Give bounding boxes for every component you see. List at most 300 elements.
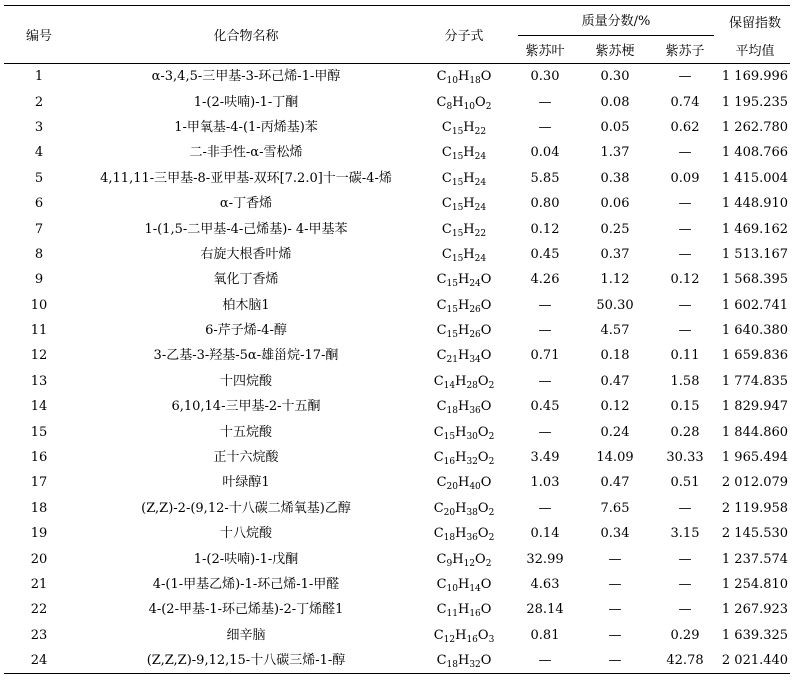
formula-element: O: [480, 69, 492, 85]
cell-stem: 0.25: [600, 221, 630, 237]
cell-seed: —: [678, 221, 692, 237]
cell-leaf: 32.99: [526, 551, 564, 567]
cell-stem: —: [608, 577, 622, 592]
cell-id: 3: [34, 119, 44, 135]
cell-id: 13: [30, 373, 48, 389]
table-row: [4, 648, 790, 674]
cell-stem: 0.47: [600, 475, 630, 491]
cell-stem: 0.47: [600, 373, 630, 389]
formula-element: H: [457, 399, 470, 415]
formula-element: C: [441, 170, 452, 186]
cell-seed: 0.12: [670, 272, 700, 288]
formula-subscript: 28: [466, 380, 478, 391]
cell-id: 6: [34, 196, 44, 212]
formula-element: H: [463, 119, 475, 135]
cell-ri: 1 169.996: [721, 69, 789, 85]
cell-ri: 1 262.780: [721, 119, 789, 135]
formula-subscript: 36: [466, 533, 478, 544]
formula-element: O: [480, 297, 492, 313]
formula-subscript: 18: [469, 76, 481, 87]
cell-name: 4-(1-甲基乙烯)-1-环己烯-1-甲醛: [152, 577, 340, 592]
cell-leaf: —: [538, 373, 552, 389]
cell-name: 柏木脑1: [222, 297, 270, 313]
cell-leaf: 0.71: [530, 348, 560, 364]
formula-element: H: [455, 627, 467, 643]
cell-leaf: —: [538, 297, 552, 313]
cell-stem: 4.57: [600, 323, 630, 339]
cell-seed: —: [678, 500, 692, 516]
cell-name: 4,11,11-三甲基-8-亚甲基-双环[7.2.0]十一碳-4-烯: [100, 170, 392, 186]
cell-ri: 2 119.958: [721, 500, 789, 516]
table-row: [4, 293, 790, 318]
formula-subscript: 32: [466, 457, 478, 468]
cell-stem: 0.37: [600, 246, 630, 262]
cell-leaf: —: [510, 648, 580, 674]
formula-element: O: [477, 627, 489, 643]
table-row: [4, 140, 790, 165]
cell-ri: 2 145.530: [721, 526, 789, 542]
cell-leaf: —: [538, 500, 552, 516]
cell-seed: 0.28: [670, 424, 700, 440]
cell-leaf: —: [538, 94, 552, 110]
formula-subscript: 16: [469, 609, 481, 620]
formula-element: H: [455, 373, 467, 389]
cell-stem: —: [580, 648, 650, 674]
cell-seed: —: [678, 69, 692, 85]
cell-seed: 0.15: [670, 399, 700, 415]
table-row: [4, 89, 790, 114]
table-row: [4, 572, 790, 597]
table-row: [4, 470, 790, 495]
cell-seed: —: [678, 323, 692, 339]
formula-element: C: [436, 577, 447, 592]
formula-subscript: 16: [466, 634, 478, 645]
formula-subscript: 26: [469, 330, 481, 341]
formula-element: O: [480, 348, 492, 364]
cell-formula: [418, 64, 510, 90]
formula-subscript: 15: [451, 152, 464, 163]
table-row: [4, 521, 790, 546]
cell-id: 19: [30, 526, 48, 542]
formula-subscript: 12: [443, 634, 456, 645]
cell-seed: 0.74: [670, 94, 700, 110]
cell-leaf: 0.81: [530, 627, 560, 643]
cell-stem: 0.12: [600, 399, 630, 415]
formula-subscript: 18: [446, 406, 458, 417]
header-stem: 紫苏梗: [580, 36, 650, 64]
cell-id: 12: [30, 348, 48, 364]
table-row: [4, 597, 790, 622]
cell-seed: —: [678, 602, 692, 618]
formula-subscript: 10: [446, 584, 458, 594]
cell-leaf: —: [538, 119, 552, 135]
formula-element: C: [433, 500, 444, 516]
cell-name: 十四烷酸: [219, 373, 272, 389]
cell-name: 氧化丁香烯: [213, 272, 279, 288]
formula-element: O: [477, 450, 489, 466]
cell-ri: 1 469.162: [721, 221, 789, 237]
formula-element: C: [433, 424, 444, 440]
formula-element: C: [441, 145, 452, 161]
header-ri-line1: 保留指数: [728, 15, 781, 31]
formula-element: C: [436, 602, 447, 618]
table-row: [4, 64, 790, 90]
cell-name: (Z,Z,Z)-9,12,15-十八碳三烯-1-醇: [74, 648, 418, 674]
formula-subscript: 15: [451, 177, 464, 188]
cell-ri: 1 568.395: [721, 272, 789, 288]
cell-ri: 1 844.860: [721, 424, 789, 440]
cell-name: 3-乙基-3-羟基-5α-雄甾烷-17-酮: [153, 348, 339, 364]
formula-element: O: [475, 551, 486, 567]
formula-element: C: [436, 399, 447, 415]
table-row: [4, 242, 790, 267]
formula-element: C: [441, 119, 452, 135]
formula-element: H: [457, 297, 470, 313]
cell-name: (Z,Z)-2-(9,12-十八碳二烯氧基)乙醇: [141, 500, 351, 516]
cell-formula: [418, 521, 510, 546]
formula-element: H: [457, 653, 470, 669]
cell-formula: [418, 419, 510, 444]
formula-subscript: 24: [474, 253, 487, 264]
cell-seed: 42.78: [650, 648, 720, 674]
cell-id: 14: [30, 399, 48, 415]
cell-stem: 0.08: [600, 94, 630, 110]
formula-element: H: [457, 323, 470, 339]
cell-formula: [418, 267, 510, 292]
cell-formula: [418, 191, 510, 216]
formula-subscript: 15: [451, 126, 464, 137]
cell-leaf: 0.80: [530, 196, 560, 212]
cell-stem: —: [608, 627, 622, 643]
table-row: [4, 394, 790, 419]
cell-stem: —: [608, 602, 622, 618]
cell-id: 20: [30, 551, 48, 567]
cell-id: 10: [30, 297, 48, 313]
formula-element: O: [480, 399, 492, 415]
cell-name: 1-甲氧基-4-(1-丙烯基)苯: [174, 119, 318, 135]
cell-ri: 1 254.810: [721, 577, 789, 592]
cell-name: 正十六烷酸: [213, 450, 279, 466]
formula-element: H: [457, 602, 470, 618]
cell-ri: 1 659.836: [721, 348, 789, 364]
formula-element: H: [457, 475, 470, 491]
formula-subscript: 36: [469, 406, 481, 417]
cell-leaf: 0.30: [530, 69, 560, 85]
formula-element: C: [436, 348, 447, 364]
formula-subscript: 14: [469, 584, 481, 594]
formula-subscript: 18: [443, 533, 456, 544]
table-row: [4, 546, 790, 571]
formula-subscript: 20: [446, 482, 458, 493]
cell-seed: —: [678, 246, 692, 262]
cell-seed: —: [678, 297, 692, 313]
formula-subscript: 22: [474, 126, 487, 137]
cell-formula: [418, 369, 510, 394]
cell-name: 二-非手性-α-雪松烯: [189, 145, 303, 161]
cell-stem: 14.09: [596, 450, 634, 466]
table-row: [4, 267, 790, 292]
formula-subscript: 8: [446, 101, 453, 112]
formula-element: C: [441, 221, 452, 237]
formula-element: O: [477, 373, 489, 389]
cell-stem: 0.06: [600, 196, 630, 212]
header-ri-line2: 平均值: [720, 36, 790, 64]
cell-id: 4: [34, 145, 44, 161]
cell-seed: 1.58: [670, 373, 700, 389]
formula-element: C: [436, 653, 447, 669]
formula-subscript: 40: [469, 482, 481, 493]
table-row: [4, 343, 790, 368]
cell-stem: 0.24: [600, 424, 630, 440]
table-row: [4, 318, 790, 343]
cell-stem: 7.65: [600, 500, 630, 516]
cell-id: 9: [34, 272, 44, 288]
cell-ri: 2 021.440: [720, 648, 790, 674]
cell-ri: 1 513.167: [721, 246, 789, 262]
formula-subscript: 15: [446, 279, 458, 290]
cell-formula: [418, 445, 510, 470]
table-row: [4, 496, 790, 521]
cell-ri: 1 415.004: [721, 170, 789, 186]
cell-id: 17: [30, 475, 48, 491]
cell-seed: 0.29: [670, 627, 700, 643]
table-row: [4, 369, 790, 394]
formula-element: C: [433, 627, 444, 643]
cell-leaf: 0.45: [530, 399, 560, 415]
cell-id: 7: [34, 221, 44, 237]
cell-formula: [418, 394, 510, 419]
formula-element: C: [433, 373, 444, 389]
cell-formula: [418, 140, 510, 165]
cell-leaf: —: [538, 424, 552, 440]
cell-leaf: 4.26: [530, 272, 560, 288]
formula-subscript: 24: [474, 177, 487, 188]
cell-ri: 1 774.835: [721, 373, 789, 389]
cell-seed: 0.11: [670, 348, 700, 364]
cell-formula: [418, 318, 510, 343]
formula-subscript: 11: [446, 609, 458, 620]
cell-id: 24: [4, 648, 74, 674]
cell-stem: 0.05: [600, 119, 630, 135]
formula-element: C: [433, 450, 444, 466]
formula-subscript: 34: [469, 355, 481, 366]
cell-formula: [418, 572, 510, 597]
formula-subscript: 15: [446, 304, 458, 315]
formula-subscript: 14: [443, 380, 456, 391]
cell-leaf: 0.14: [530, 526, 560, 542]
table-row: [4, 445, 790, 470]
header-mass-fraction: [510, 6, 720, 37]
cell-stem: —: [608, 551, 622, 567]
cell-id: 18: [30, 500, 48, 516]
header-mass-fraction-label: 质量分数/%: [518, 6, 714, 36]
formula-element: H: [457, 348, 470, 364]
formula-element: O: [475, 94, 486, 110]
formula-subscript: 24: [474, 152, 487, 163]
cell-leaf: 0.45: [530, 246, 560, 262]
formula-subscript: 21: [446, 355, 458, 366]
table-row: [4, 115, 790, 140]
formula-element: C: [441, 246, 452, 262]
table-row: [4, 166, 790, 191]
cell-leaf: —: [538, 323, 552, 339]
cell-seed: 30.33: [666, 450, 704, 466]
cell-name: 十五烷酸: [219, 424, 272, 440]
cell-ri: 1 639.325: [721, 627, 789, 643]
table-row: [4, 623, 790, 648]
formula-element: H: [463, 246, 475, 262]
cell-name: 右旋大根香叶烯: [200, 246, 292, 262]
formula-subscript: 2: [488, 457, 495, 468]
cell-leaf: 3.49: [530, 450, 560, 466]
cell-formula: [418, 242, 510, 267]
cell-id: 1: [34, 69, 44, 85]
cell-id: 22: [30, 602, 48, 618]
formula-element: H: [463, 221, 475, 237]
cell-name: 1-(2-呋喃)-1-丁酮: [193, 94, 299, 110]
cell-ri: 1 448.910: [721, 196, 789, 212]
formula-subscript: 2: [485, 101, 492, 112]
cell-leaf: 0.04: [530, 145, 560, 161]
formula-subscript: 15: [446, 330, 458, 341]
cell-stem: 1.12: [600, 272, 630, 288]
formula-subscript: 24: [474, 203, 487, 214]
cell-leaf: 4.63: [530, 577, 560, 592]
cell-leaf: 1.03: [530, 475, 560, 491]
cell-leaf: 0.12: [530, 221, 560, 237]
formula-element: O: [480, 602, 492, 618]
cell-formula: [418, 166, 510, 191]
formula-element: H: [457, 272, 470, 288]
cell-formula: [418, 648, 510, 674]
formula-element: C: [436, 272, 447, 288]
cell-id: 2: [34, 94, 44, 110]
formula-element: O: [480, 653, 492, 669]
formula-subscript: 15: [451, 228, 464, 239]
cell-ri: 1 640.380: [721, 323, 789, 339]
cell-id: 5: [34, 170, 44, 186]
formula-element: C: [441, 196, 452, 212]
formula-element: H: [463, 170, 475, 186]
cell-seed: —: [678, 577, 692, 592]
table-row: [4, 216, 790, 241]
formula-subscript: 2: [485, 558, 492, 569]
cell-stem: 0.38: [600, 170, 630, 186]
cell-ri: 1 237.574: [721, 551, 789, 567]
header-seed: 紫苏子: [650, 36, 720, 64]
formula-element: H: [452, 551, 464, 567]
cell-formula: [418, 623, 510, 648]
formula-element: O: [480, 323, 492, 339]
formula-element: O: [477, 424, 489, 440]
formula-element: C: [436, 69, 447, 85]
formula-subscript: 3: [488, 634, 495, 645]
formula-element: O: [477, 500, 489, 516]
cell-id: 16: [30, 450, 48, 466]
formula-element: H: [463, 145, 475, 161]
cell-name: 细辛脑: [226, 627, 266, 643]
cell-formula: [418, 597, 510, 622]
formula-subscript: 24: [469, 279, 481, 290]
cell-name: 6,10,14-三甲基-2-十五酮: [171, 399, 321, 415]
cell-formula: [418, 496, 510, 521]
formula-subscript: 18: [446, 660, 458, 671]
cell-stem: 0.34: [600, 526, 630, 542]
table-body: [4, 64, 790, 674]
cell-seed: 0.51: [670, 475, 700, 491]
formula-subscript: 2: [488, 533, 495, 544]
cell-leaf: 28.14: [526, 602, 564, 618]
formula-subscript: 10: [446, 76, 458, 87]
formula-element: H: [457, 577, 470, 592]
cell-name: α-3,4,5-三甲基-3-环己烯-1-甲醇: [151, 69, 341, 85]
header-leaf: 紫苏叶: [510, 36, 580, 64]
cell-ri: 1 965.494: [721, 450, 789, 466]
formula-element: H: [452, 94, 464, 110]
formula-subscript: 2: [488, 380, 495, 391]
formula-subscript: 15: [443, 431, 456, 442]
formula-subscript: 38: [466, 507, 478, 518]
cell-ri: 2 012.079: [721, 475, 789, 491]
cell-formula: [418, 115, 510, 140]
formula-subscript: 20: [443, 507, 456, 518]
cell-id: 11: [30, 323, 48, 339]
cell-name: 十八烷酸: [219, 526, 272, 542]
formula-element: H: [455, 450, 467, 466]
cell-stem: 50.30: [596, 297, 634, 313]
formula-subscript: 30: [466, 431, 478, 442]
table-row: [4, 419, 790, 444]
formula-subscript: 32: [469, 660, 481, 671]
cell-id: 23: [30, 627, 48, 643]
formula-element: H: [457, 69, 470, 85]
formula-subscript: 10: [463, 101, 476, 112]
formula-element: H: [455, 424, 467, 440]
formula-subscript: 2: [488, 507, 495, 518]
cell-formula: [418, 216, 510, 241]
cell-name: 6-芹子烯-4-醇: [205, 323, 287, 339]
cell-formula: [418, 293, 510, 318]
cell-formula: [418, 546, 510, 571]
cell-ri: 1 829.947: [721, 399, 789, 415]
cell-formula: [418, 343, 510, 368]
cell-ri: 1 195.235: [721, 94, 789, 110]
cell-name: 4-(2-甲基-1-环己烯基)-2-丁烯醛1: [148, 602, 344, 618]
cell-formula: [418, 470, 510, 495]
formula-element: C: [436, 475, 447, 491]
formula-element: O: [480, 577, 492, 592]
formula-subscript: 26: [469, 304, 481, 315]
cell-ri: 1 602.741: [721, 297, 789, 313]
formula-subscript: 12: [463, 558, 476, 569]
formula-subscript: 15: [451, 203, 464, 214]
header-id: 编号: [4, 6, 74, 64]
compound-table: [4, 5, 790, 674]
cell-name: 1-(2-呋喃)-1-戊酮: [193, 551, 299, 567]
cell-name: 叶绿醇1: [222, 475, 270, 491]
cell-name: 1-(1,5-二甲基-4-己烯基)- 4-甲基苯: [144, 221, 348, 237]
header-name: 化合物名称: [74, 6, 418, 64]
formula-element: H: [455, 500, 467, 516]
header-formula: 分子式: [418, 6, 510, 64]
cell-stem: 0.18: [600, 348, 630, 364]
cell-id: 8: [34, 246, 44, 262]
formula-element: O: [480, 475, 492, 491]
cell-stem: 0.30: [600, 69, 630, 85]
table-row: [4, 191, 790, 216]
cell-formula: [418, 89, 510, 114]
formula-element: C: [436, 551, 447, 567]
